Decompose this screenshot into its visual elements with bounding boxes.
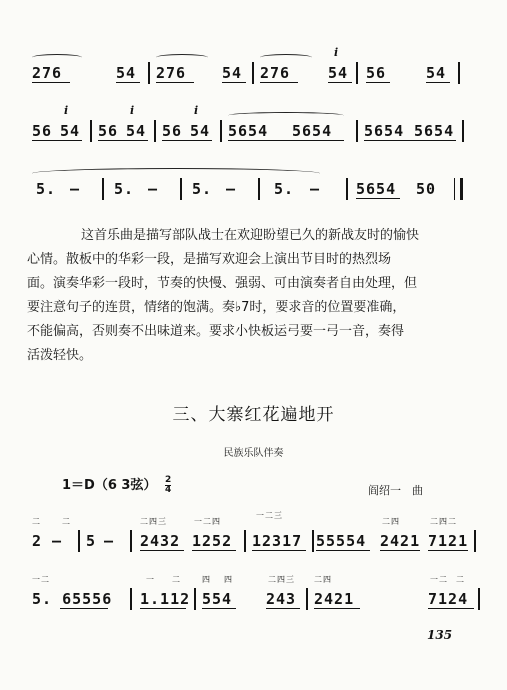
underline	[366, 82, 390, 83]
note-group: 54	[60, 122, 81, 140]
note-group: 2421	[380, 532, 421, 550]
paragraph-line: 要注意句子的连贯，情绪的饱满。奏♭7时，要求音的位置要准确，	[27, 300, 406, 315]
note-group: 243	[266, 590, 297, 608]
underline	[192, 550, 236, 551]
dash: —	[104, 532, 115, 550]
note-group: 2432	[140, 532, 181, 550]
note: 2	[32, 532, 43, 550]
note-group: 276	[260, 64, 291, 82]
score-row-2	[30, 104, 460, 148]
underline	[260, 82, 298, 83]
underline	[328, 82, 352, 83]
note-group: 5. 65556	[32, 590, 113, 608]
note: 5	[86, 532, 97, 550]
underline	[356, 198, 400, 199]
note-group: 5654	[356, 180, 397, 198]
fingering-mark: 二	[456, 575, 465, 584]
page-number: 135	[427, 628, 453, 642]
fingering-mark: 二四三	[140, 517, 167, 526]
bar-line	[462, 120, 464, 142]
note: 5.	[192, 180, 213, 198]
note-group: 276	[156, 64, 187, 82]
underline	[428, 550, 468, 551]
underline	[60, 608, 108, 609]
slur	[260, 54, 312, 61]
note-group: 56	[366, 64, 387, 82]
bar-line	[194, 588, 196, 610]
score-row-5	[30, 575, 469, 616]
composer-credit: 阎绍一 曲	[368, 484, 423, 497]
note-group: 5654	[414, 122, 455, 140]
score-row-1	[30, 46, 460, 90]
fingering-mark: 二	[62, 517, 71, 526]
note-group: 7124	[428, 590, 469, 608]
bar-line	[356, 62, 358, 84]
underline	[32, 140, 82, 141]
bar-line	[252, 62, 254, 84]
fingering-mark: 一	[146, 575, 155, 584]
bar-line	[180, 178, 182, 200]
dash: —	[52, 532, 63, 550]
fingering-mark: 二四	[382, 517, 400, 526]
bar-line	[474, 530, 476, 552]
note-group: 50	[416, 180, 437, 198]
fingering-mark: 二四	[314, 575, 332, 584]
bar-line	[154, 120, 156, 142]
bar-line	[258, 178, 260, 200]
underline	[228, 140, 344, 141]
bar-line	[312, 530, 314, 552]
note-group: 54	[426, 64, 447, 82]
slur	[156, 54, 208, 61]
bar-line	[78, 530, 80, 552]
note-group: 5654	[364, 122, 405, 140]
paragraph-line: 不能偏高，否则奏不出味道来。要求小快板运弓要一弓一音，奏得	[27, 324, 405, 339]
note-group: 54	[116, 64, 137, 82]
note-group: 56	[162, 122, 183, 140]
time-signature-bottom: 4	[165, 485, 172, 495]
tremolo-mark: i	[130, 104, 136, 117]
underline	[140, 608, 186, 609]
slur	[32, 168, 320, 179]
note-group: 56	[98, 122, 119, 140]
bar-line	[346, 178, 348, 200]
underline	[156, 82, 194, 83]
dash: —	[70, 180, 81, 198]
note-group: 54	[126, 122, 147, 140]
bar-line	[148, 62, 150, 84]
note-group: 554	[202, 590, 233, 608]
underline	[428, 608, 474, 609]
dash: —	[148, 180, 159, 198]
bar-line	[356, 120, 358, 142]
final-bar-line	[454, 178, 463, 200]
underline	[222, 82, 246, 83]
underline	[202, 608, 236, 609]
tremolo-mark: i	[334, 46, 340, 59]
paragraph-line: 面。演奏华彩一段时，节奏的快慢、强弱、可由演奏者自由处理，但	[27, 276, 418, 291]
dash: —	[226, 180, 237, 198]
tremolo-mark: i	[64, 104, 70, 117]
note: 5.	[36, 180, 57, 198]
note-group: 12317	[252, 532, 303, 550]
paragraph-line: 活泼轻快。	[27, 348, 93, 363]
bar-line	[244, 530, 246, 552]
fingering-mark: 二四二	[430, 517, 457, 526]
fingering-mark: 一二四	[194, 517, 221, 526]
note-group: 7121	[428, 532, 469, 550]
note-group: 55554	[316, 532, 367, 550]
underline	[426, 82, 450, 83]
note-group: 54	[222, 64, 243, 82]
note-group: 276	[32, 64, 63, 82]
underline	[316, 550, 370, 551]
note-group: 2421	[314, 590, 355, 608]
underline	[380, 550, 420, 551]
fingering-mark: 一二	[32, 575, 50, 584]
note-group: 1.112	[140, 590, 191, 608]
bar-line	[458, 62, 460, 84]
note-group: 56	[32, 122, 53, 140]
fingering-mark: 一二三	[256, 511, 283, 520]
key-label: 1＝D（6 3弦）	[62, 478, 157, 493]
fingering-mark: 一二	[430, 575, 448, 584]
description-paragraph	[27, 224, 465, 368]
bar-line	[130, 588, 132, 610]
underline	[140, 550, 184, 551]
underline	[252, 550, 306, 551]
bar-line	[130, 530, 132, 552]
note: 5.	[114, 180, 135, 198]
underline	[32, 82, 70, 83]
note-group: 54	[328, 64, 349, 82]
note-group: 1252	[192, 532, 233, 550]
fingering-mark: 二四三	[268, 575, 295, 584]
fingering-mark: 二	[172, 575, 181, 584]
fingering-mark: 二	[32, 517, 41, 526]
bar-line	[306, 588, 308, 610]
dash: —	[310, 180, 321, 198]
time-signature-top: 2	[165, 475, 172, 485]
underline	[116, 82, 140, 83]
underline	[162, 140, 212, 141]
key-signature	[62, 474, 171, 495]
time-signature	[165, 476, 171, 495]
score-row-4	[30, 511, 469, 558]
underline	[98, 140, 148, 141]
fingering-mark: 四	[202, 575, 211, 584]
note: 5.	[274, 180, 295, 198]
underline	[266, 608, 300, 609]
bar-line	[102, 178, 104, 200]
bar-line	[90, 120, 92, 142]
slur	[32, 54, 82, 61]
score-row-3	[30, 166, 460, 206]
paragraph-line: 心情。散板中的华彩一段，是描写欢迎会上演出节目时的热烈场	[27, 252, 392, 267]
bar-line	[478, 588, 480, 610]
slur	[228, 112, 344, 119]
section-subheading: 民族乐队伴奏	[223, 448, 284, 459]
note-group: 54	[190, 122, 211, 140]
underline	[314, 608, 360, 609]
tremolo-mark: i	[194, 104, 200, 117]
fingering-mark: 四	[224, 575, 233, 584]
bar-line	[220, 120, 222, 142]
section-heading: 三、大寨红花遍地开	[172, 405, 335, 425]
note-group: 5654	[292, 122, 333, 140]
underline	[364, 140, 456, 141]
paragraph-line: 这首乐曲是描写部队战士在欢迎盼望已久的新战友时的愉快	[81, 228, 420, 243]
note-group: 5654	[228, 122, 269, 140]
